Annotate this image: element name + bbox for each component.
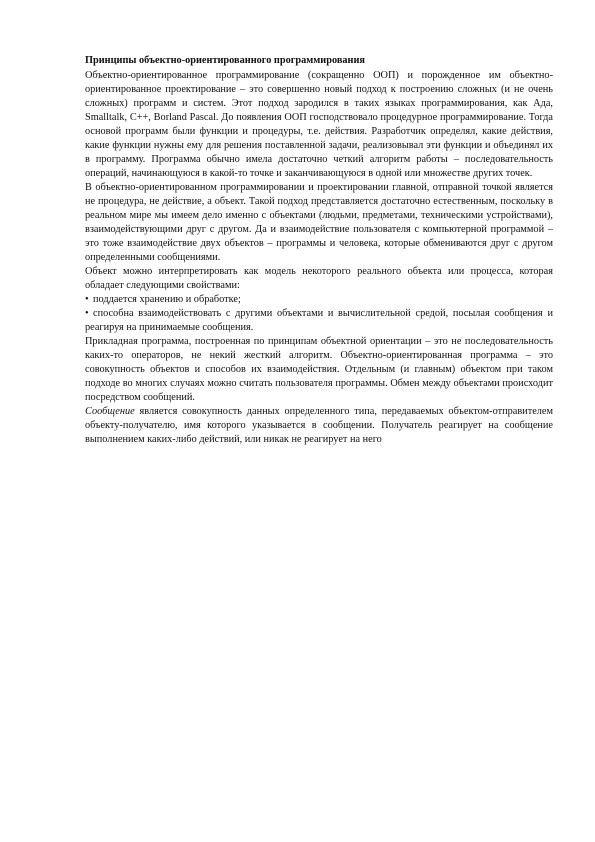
document-title: Принципы объектно-ориентированного программирования: [85, 55, 365, 66]
paragraph-4: Прикладная программа, построенная по принципам объектной ориентации – это не последовательность каких-то операторов, не некий жесткий алгоритм. Объектно-ориентированная программа – это совокупность объектов и способов их взаимодействия. Отдельным (и главным) объектом при таком подходе во многих случаях можно считать пользователя программы. Обмен между объектами происходит посредством сообщений.: [85, 336, 553, 403]
document-page: [85, 54, 553, 447]
bullet-text-1: поддается хранению и обработке;: [93, 294, 241, 305]
bullet-item-1: [85, 293, 553, 307]
bullet-mark: •: [85, 308, 89, 319]
term-message: Сообщение: [85, 406, 135, 417]
paragraph-1: Объектно-ориентированное программирование (сокращенно ООП) и порожденное им объектно-ориентированное проектирование – это совершенно новый подход к построению сложных (и не очень сложных) программ и систем. Этот подход зародился в таких языках программирования, как Ада, Smalltalk, C++, Borland Pascal. До появления ООП господствовало процедурное программирование. Тогда основой программ были функции и процедуры, т.е. действия. Разработчик определял, какие действия, какие функции нужны ему для решения поставленной задачи, реализовывал эти функции и объединял их в программу. Программа обычно имела достаточно четкий алгоритм работы – последовательность операций, начинающуюся в какой-то точке и заканчивающуюся в одной или множестве других точек.: [85, 70, 553, 179]
paragraph-5: [85, 405, 553, 447]
bullet-mark: •: [85, 294, 89, 305]
bullet-text-2: способна взаимодействовать с другими объектами и вычислительной средой, посылая сообщения и реагируя на принимаемые сообщения.: [85, 308, 553, 333]
paragraph-2: В объектно-ориентированном программировании и проектировании главной, отправной точкой является не процедура, не действие, а объект. Такой подход представляется достаточно естественным, поскольку в реальном мире мы имеем дело именно с объектами (людьми, предметами, техническими устройствами), взаимодействующими друг с другом. Да и взаимодействие пользователя с компьютерной программой – это тоже взаимодействие двух объектов – программы и человека, которые обмениваются друг с другом определенными сообщениями.: [85, 182, 553, 263]
bullet-item-2: [85, 307, 553, 335]
paragraph-3: Объект можно интерпретировать как модель некоторого реального объекта или процесса, которая обладает следующими свойствами:: [85, 266, 553, 291]
paragraph-5-text: является совокупность данных определенного типа, передаваемых объектом-отправителем объекту-получателю, имя которого указывается в сообщении. Получатель реагирует на сообщение выполнением каких-либо действий, или никак не реагирует на него: [85, 406, 553, 445]
